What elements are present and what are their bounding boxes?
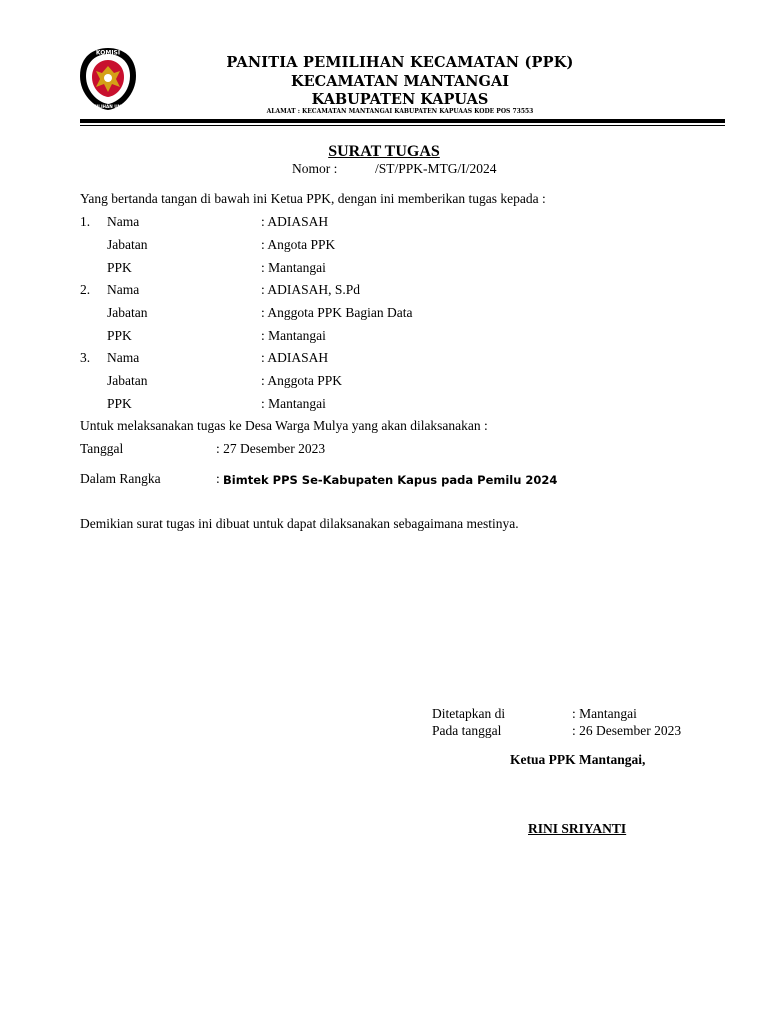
svg-text:KOMISI: KOMISI <box>95 49 121 57</box>
assignee-jabatan-value: : Anggota PPK <box>261 373 343 388</box>
pada-tanggal-label: Pada tanggal <box>432 723 502 738</box>
assignee-ppk-value: : Mantangai <box>261 396 326 411</box>
assignee-ppk-value: : Mantangai <box>261 260 326 275</box>
closing-text: Demikian surat tugas ini dibuat untuk dapat dilaksanakan sebagaimana mestinya. <box>80 516 519 531</box>
ditetapkan-label: Ditetapkan di <box>432 706 506 721</box>
pada-tanggal-value: : 26 Desember 2023 <box>572 723 682 738</box>
tanggal-label: Tanggal <box>80 441 124 456</box>
assignee-nama-label: Nama <box>107 350 140 365</box>
letterhead-line1: PANITIA PEMILIHAN KECAMATAN (PPK) <box>226 54 574 71</box>
rangka-colon: : <box>216 471 220 486</box>
assignee-nama-value: : ADIASAH <box>261 214 329 229</box>
assignee-nama-label: Nama <box>107 214 140 229</box>
assignee-jabatan-value: : Anggota PPK Bagian Data <box>261 305 413 320</box>
signatory-position: Ketua PPK Mantangai, <box>510 752 646 767</box>
assignee-nama-value: : ADIASAH <box>261 350 329 365</box>
purpose-text: Untuk melaksanakan tugas ke Desa Warga Mulya yang akan dilaksanakan : <box>80 418 488 433</box>
rangka-value: Bimtek PPS Se-Kabupaten Kapus pada Pemilu 2024 <box>223 473 558 487</box>
header-divider-thick <box>80 119 725 123</box>
tanggal-value: : 27 Desember 2023 <box>216 441 326 456</box>
intro-text: Yang bertanda tangan di bawah ini Ketua PPK, dengan ini memberikan tugas kepada : <box>80 191 546 206</box>
document-title: SURAT TUGAS <box>328 143 440 160</box>
kpu-logo <box>76 46 140 112</box>
assignee-number: 2. <box>80 282 91 297</box>
signatory-name: RINI SRIYANTI <box>528 821 627 836</box>
assignee-ppk-label: PPK <box>107 328 132 343</box>
assignee-jabatan-value: : Angota PPK <box>261 237 336 252</box>
assignee-jabatan-label: Jabatan <box>107 305 148 320</box>
assignee-jabatan-label: Jabatan <box>107 373 148 388</box>
header-divider-thin <box>80 125 725 126</box>
assignee-jabatan-label: Jabatan <box>107 237 148 252</box>
nomor-value: /ST/PPK-MTG/I/2024 <box>375 161 497 176</box>
assignee-number: 3. <box>80 350 91 365</box>
assignee-ppk-label: PPK <box>107 260 132 275</box>
svg-text:PEMILIHAN UMUM: PEMILIHAN UMUM <box>86 104 130 109</box>
assignee-ppk-value: : Mantangai <box>261 328 326 343</box>
letterhead-line3: KABUPATEN KAPUAS <box>311 91 489 108</box>
assignee-nama-label: Nama <box>107 282 140 297</box>
letterhead-line2: KECAMATAN MANTANGAI <box>291 73 509 90</box>
assignee-number: 1. <box>80 214 91 229</box>
letterhead-address: ALAMAT : KECAMATAN MANTANGAI KABUPATEN KAPUAAS KODE POS 73553 <box>266 108 534 115</box>
ditetapkan-value: : Mantangai <box>572 706 637 721</box>
assignee-nama-value: : ADIASAH, S.Pd <box>261 282 361 297</box>
rangka-label: Dalam Rangka <box>80 471 161 486</box>
nomor-label: Nomor : <box>292 161 338 176</box>
assignee-ppk-label: PPK <box>107 396 132 411</box>
